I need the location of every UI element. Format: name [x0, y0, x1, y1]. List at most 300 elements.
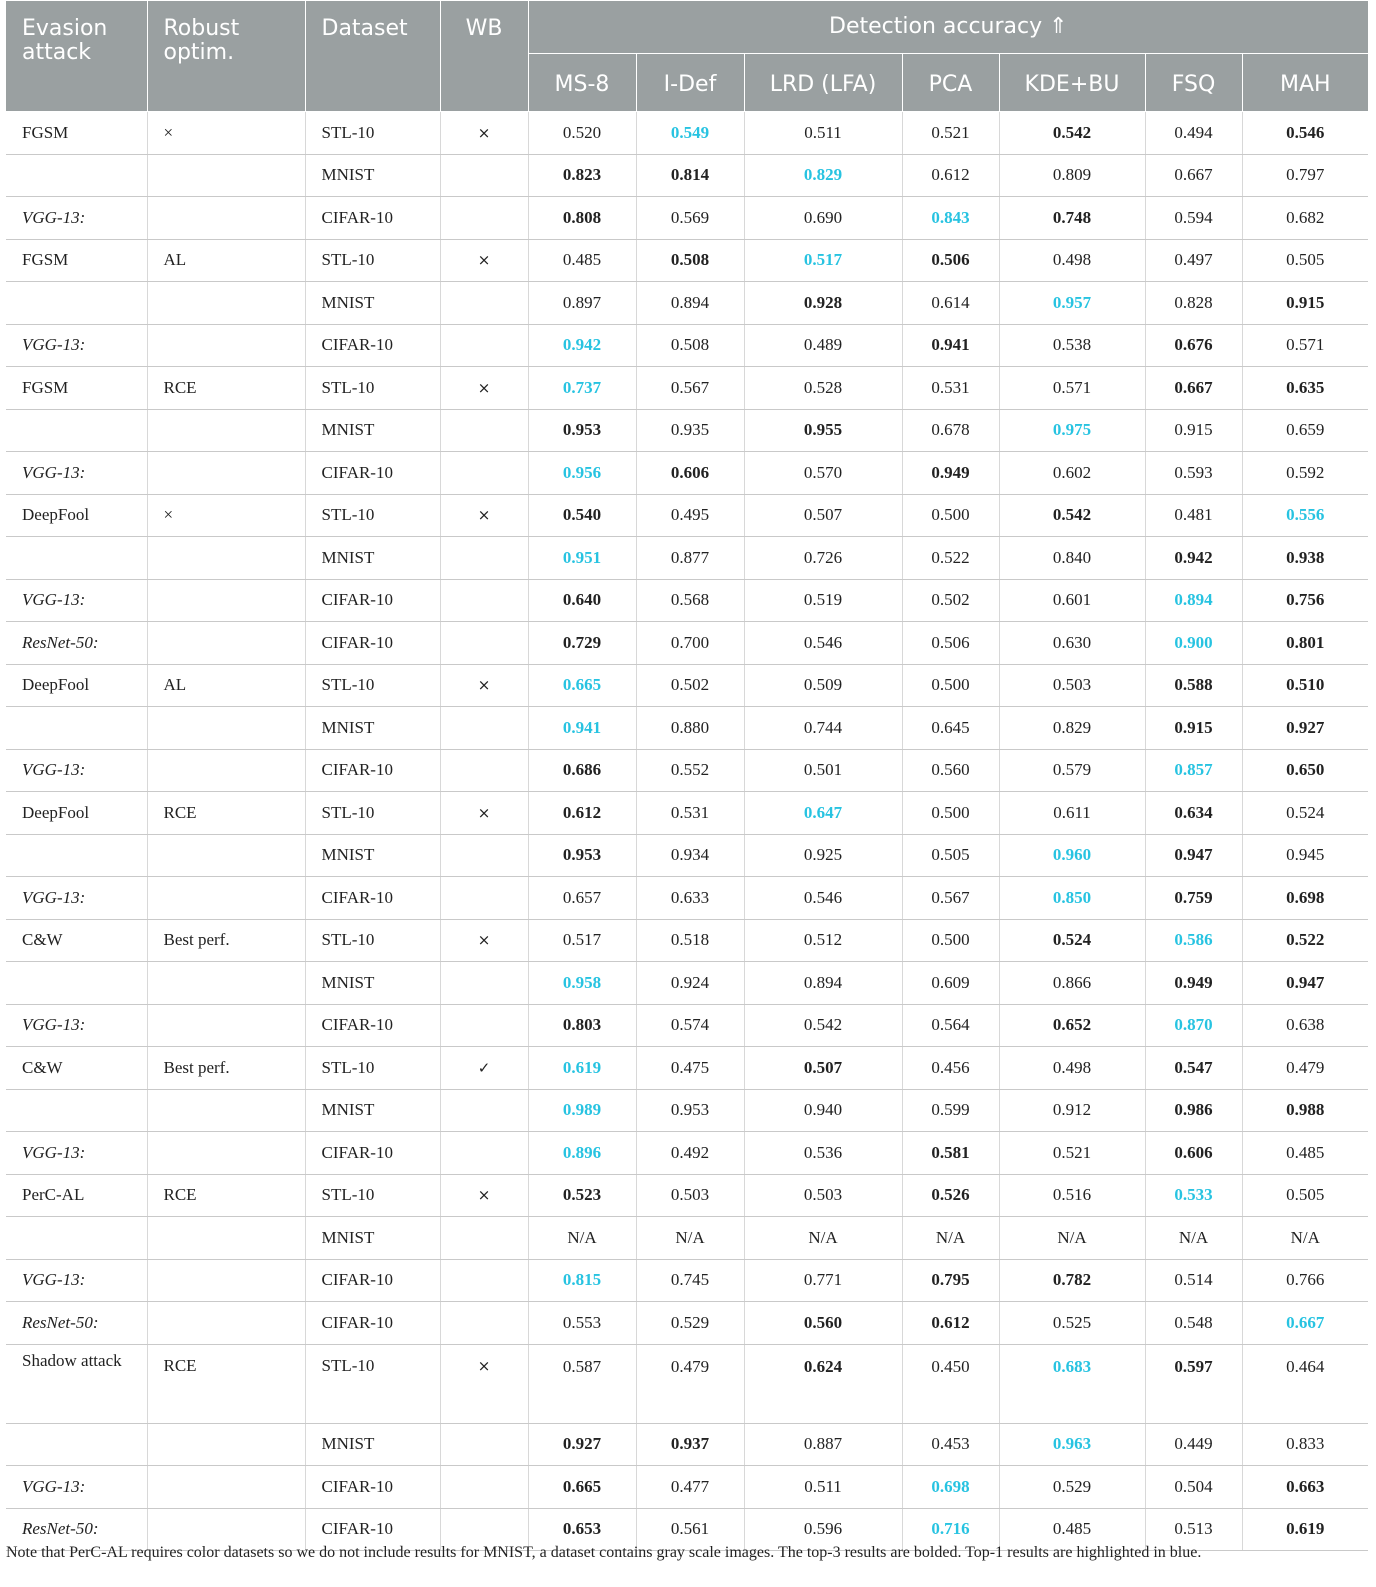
cell-pca: 0.941 — [902, 324, 999, 367]
cell-idef: 0.745 — [636, 1259, 744, 1302]
cell-wb — [440, 1089, 528, 1132]
cell-pca: N/A — [902, 1217, 999, 1260]
cell-lrd: 0.894 — [744, 962, 902, 1005]
cell-mah: 0.485 — [1242, 1132, 1368, 1175]
cell-dataset: STL-10 — [305, 1174, 440, 1217]
cell-fsq: 0.547 — [1145, 1047, 1242, 1090]
cell-ms8: 0.989 — [528, 1089, 636, 1132]
cell-wb: × — [440, 1344, 528, 1423]
cell-wb: ✓ — [440, 1047, 528, 1090]
cell-idef: 0.953 — [636, 1089, 744, 1132]
cell-mah: 0.479 — [1242, 1047, 1368, 1090]
cell-pca: 0.612 — [902, 1302, 999, 1345]
cell-kde-bu: 0.912 — [999, 1089, 1145, 1132]
cell-mah: 0.635 — [1242, 367, 1368, 410]
cell-robust-optim: RCE — [147, 1174, 305, 1217]
cell-ms8: 0.941 — [528, 707, 636, 750]
cell-wb: × — [440, 112, 528, 155]
cell-evasion-attack — [6, 409, 147, 452]
cell-dataset: STL-10 — [305, 664, 440, 707]
cell-wb — [440, 622, 528, 665]
cell-ms8: 0.823 — [528, 154, 636, 197]
header-evasion-attack: Evasion attack — [6, 1, 147, 112]
cell-lrd: 0.546 — [744, 877, 902, 920]
cell-ms8: 0.587 — [528, 1344, 636, 1423]
cell-lrd: 0.509 — [744, 664, 902, 707]
cell-evasion-attack: VGG-13: — [6, 324, 147, 367]
cell-pca: 0.564 — [902, 1004, 999, 1047]
cell-wb — [440, 749, 528, 792]
cell-ms8: 0.953 — [528, 834, 636, 877]
cell-dataset: STL-10 — [305, 367, 440, 410]
cell-robust-optim — [147, 1423, 305, 1466]
cell-mah: 0.801 — [1242, 622, 1368, 665]
cell-evasion-attack: VGG-13: — [6, 1004, 147, 1047]
cell-mah: 0.938 — [1242, 537, 1368, 580]
cell-idef: 0.934 — [636, 834, 744, 877]
cell-fsq: 0.667 — [1145, 154, 1242, 197]
header-method-pca: PCA — [902, 54, 999, 112]
cell-evasion-attack — [6, 962, 147, 1005]
cell-kde-bu: 0.521 — [999, 1132, 1145, 1175]
cell-mah: 0.766 — [1242, 1259, 1368, 1302]
cell-dataset: STL-10 — [305, 1047, 440, 1090]
cell-lrd: 0.501 — [744, 749, 902, 792]
cell-ms8: 0.953 — [528, 409, 636, 452]
cell-dataset: CIFAR-10 — [305, 1508, 440, 1551]
cell-dataset: CIFAR-10 — [305, 1004, 440, 1047]
cell-fsq: 0.949 — [1145, 962, 1242, 1005]
cell-ms8: 0.958 — [528, 962, 636, 1005]
cell-dataset: CIFAR-10 — [305, 452, 440, 495]
cell-kde-bu: N/A — [999, 1217, 1145, 1260]
cell-ms8: 0.927 — [528, 1423, 636, 1466]
cell-ms8: 0.653 — [528, 1508, 636, 1551]
cell-pca: 0.453 — [902, 1423, 999, 1466]
cell-fsq: 0.494 — [1145, 112, 1242, 155]
table-row — [6, 749, 1368, 792]
cell-evasion-attack: PerC-AL — [6, 1174, 147, 1217]
cell-ms8: 0.517 — [528, 919, 636, 962]
cell-robust-optim — [147, 1466, 305, 1509]
cell-lrd: 0.955 — [744, 409, 902, 452]
cell-robust-optim — [147, 197, 305, 240]
cell-wb — [440, 579, 528, 622]
cell-fsq: 0.915 — [1145, 707, 1242, 750]
cell-dataset: MNIST — [305, 154, 440, 197]
cell-mah: 0.756 — [1242, 579, 1368, 622]
cell-mah: 0.927 — [1242, 707, 1368, 750]
header-detection-accuracy: Detection accuracy ⇑ — [528, 1, 1368, 54]
cell-robust-optim — [147, 1004, 305, 1047]
cell-robust-optim: Best perf. — [147, 1047, 305, 1090]
cell-fsq: 0.828 — [1145, 282, 1242, 325]
cell-lrd: 0.546 — [744, 622, 902, 665]
cell-lrd: 0.771 — [744, 1259, 902, 1302]
cell-pca: 0.500 — [902, 919, 999, 962]
header-method-ms8: MS-8 — [528, 54, 636, 112]
table-row — [6, 1302, 1368, 1345]
cell-evasion-attack — [6, 1217, 147, 1260]
cell-mah: 0.947 — [1242, 962, 1368, 1005]
table-row — [6, 537, 1368, 580]
cell-ms8: 0.729 — [528, 622, 636, 665]
table-row — [6, 622, 1368, 665]
cell-idef: 0.935 — [636, 409, 744, 452]
table-row — [6, 877, 1368, 920]
cell-fsq: 0.594 — [1145, 197, 1242, 240]
cell-ms8: 0.737 — [528, 367, 636, 410]
cell-idef: 0.529 — [636, 1302, 744, 1345]
table-row — [6, 1344, 1368, 1423]
cell-wb — [440, 452, 528, 495]
cell-wb — [440, 877, 528, 920]
table-row — [6, 409, 1368, 452]
cell-fsq: 0.667 — [1145, 367, 1242, 410]
cell-wb — [440, 707, 528, 750]
cell-pca: 0.500 — [902, 792, 999, 835]
cell-kde-bu: 0.960 — [999, 834, 1145, 877]
cell-mah: 0.945 — [1242, 834, 1368, 877]
cell-kde-bu: 0.485 — [999, 1508, 1145, 1551]
table-footnote: Note that PerC-AL requires color datasets so we do not include results for MNIST, a dataset contains gray scale images. The top-3 results are bolded. Top-1 results are highlighted in blue. — [6, 1544, 1202, 1561]
cell-lrd: 0.624 — [744, 1344, 902, 1423]
header-method-fsq: FSQ — [1145, 54, 1242, 112]
table-row — [6, 324, 1368, 367]
cell-pca: 0.450 — [902, 1344, 999, 1423]
cell-robust-optim — [147, 282, 305, 325]
table-row — [6, 792, 1368, 835]
cell-ms8: 0.956 — [528, 452, 636, 495]
cell-kde-bu: 0.524 — [999, 919, 1145, 962]
cell-pca: 0.795 — [902, 1259, 999, 1302]
cell-evasion-attack: ResNet-50: — [6, 1302, 147, 1345]
cell-kde-bu: 0.516 — [999, 1174, 1145, 1217]
cell-ms8: 0.897 — [528, 282, 636, 325]
cell-lrd: N/A — [744, 1217, 902, 1260]
cell-mah: 0.659 — [1242, 409, 1368, 452]
cell-wb: × — [440, 792, 528, 835]
cell-mah: 0.698 — [1242, 877, 1368, 920]
cell-kde-bu: 0.498 — [999, 1047, 1145, 1090]
cell-evasion-attack: C&W — [6, 1047, 147, 1090]
cell-kde-bu: 0.840 — [999, 537, 1145, 580]
cell-kde-bu: 0.601 — [999, 579, 1145, 622]
cell-kde-bu: 0.866 — [999, 962, 1145, 1005]
cell-ms8: 0.686 — [528, 749, 636, 792]
cell-idef: 0.503 — [636, 1174, 744, 1217]
cell-ms8: 0.657 — [528, 877, 636, 920]
cell-ms8: 0.640 — [528, 579, 636, 622]
cell-wb — [440, 324, 528, 367]
cell-idef: 0.552 — [636, 749, 744, 792]
cell-wb — [440, 1132, 528, 1175]
cell-kde-bu: 0.538 — [999, 324, 1145, 367]
cell-mah: 0.619 — [1242, 1508, 1368, 1551]
cell-wb: × — [440, 239, 528, 282]
cell-dataset: CIFAR-10 — [305, 749, 440, 792]
cell-dataset: CIFAR-10 — [305, 877, 440, 920]
cell-lrd: 0.542 — [744, 1004, 902, 1047]
cell-kde-bu: 0.630 — [999, 622, 1145, 665]
table-row — [6, 1047, 1368, 1090]
cell-wb — [440, 1004, 528, 1047]
cell-pca: 0.502 — [902, 579, 999, 622]
cell-kde-bu: 0.529 — [999, 1466, 1145, 1509]
cell-kde-bu: 0.498 — [999, 239, 1145, 282]
table-row — [6, 282, 1368, 325]
cell-kde-bu: 0.542 — [999, 112, 1145, 155]
cell-wb: × — [440, 919, 528, 962]
cell-robust-optim — [147, 1089, 305, 1132]
cell-idef: 0.700 — [636, 622, 744, 665]
cell-idef: 0.502 — [636, 664, 744, 707]
cell-evasion-attack: ResNet-50: — [6, 622, 147, 665]
cell-kde-bu: 0.850 — [999, 877, 1145, 920]
cell-pca: 0.581 — [902, 1132, 999, 1175]
cell-pca: 0.599 — [902, 1089, 999, 1132]
table-row — [6, 707, 1368, 750]
table-row — [6, 367, 1368, 410]
cell-mah: 0.667 — [1242, 1302, 1368, 1345]
cell-pca: 0.609 — [902, 962, 999, 1005]
results-table-container — [6, 1, 1368, 1551]
cell-idef: 0.569 — [636, 197, 744, 240]
cell-evasion-attack: VGG-13: — [6, 197, 147, 240]
cell-lrd: 0.570 — [744, 452, 902, 495]
cell-evasion-attack: VGG-13: — [6, 749, 147, 792]
cell-ms8: 0.951 — [528, 537, 636, 580]
cell-mah: 0.505 — [1242, 1174, 1368, 1217]
cell-evasion-attack: FGSM — [6, 367, 147, 410]
cell-kde-bu: 0.748 — [999, 197, 1145, 240]
cell-mah: 0.988 — [1242, 1089, 1368, 1132]
cell-lrd: 0.511 — [744, 1466, 902, 1509]
cell-wb: × — [440, 494, 528, 537]
cell-ms8: 0.612 — [528, 792, 636, 835]
cell-pca: 0.456 — [902, 1047, 999, 1090]
cell-wb — [440, 1259, 528, 1302]
cell-lrd: 0.925 — [744, 834, 902, 877]
cell-evasion-attack: FGSM — [6, 239, 147, 282]
cell-lrd: 0.511 — [744, 112, 902, 155]
table-row — [6, 1259, 1368, 1302]
cell-idef: 0.531 — [636, 792, 744, 835]
cell-ms8: 0.540 — [528, 494, 636, 537]
cell-mah: 0.546 — [1242, 112, 1368, 155]
cell-mah: 0.592 — [1242, 452, 1368, 495]
cell-wb — [440, 154, 528, 197]
cell-dataset: CIFAR-10 — [305, 324, 440, 367]
cell-idef: 0.477 — [636, 1466, 744, 1509]
cell-ms8: 0.942 — [528, 324, 636, 367]
cell-dataset: MNIST — [305, 707, 440, 750]
cell-lrd: 0.536 — [744, 1132, 902, 1175]
cell-robust-optim: AL — [147, 664, 305, 707]
cell-dataset: STL-10 — [305, 792, 440, 835]
cell-fsq: 0.588 — [1145, 664, 1242, 707]
cell-idef: 0.561 — [636, 1508, 744, 1551]
cell-lrd: 0.829 — [744, 154, 902, 197]
table-row — [6, 112, 1368, 155]
cell-wb — [440, 962, 528, 1005]
cell-wb: × — [440, 367, 528, 410]
cell-kde-bu: 0.652 — [999, 1004, 1145, 1047]
cell-kde-bu: 0.809 — [999, 154, 1145, 197]
cell-ms8: 0.520 — [528, 112, 636, 155]
cell-lrd: 0.928 — [744, 282, 902, 325]
cell-lrd: 0.560 — [744, 1302, 902, 1345]
cell-pca: 0.949 — [902, 452, 999, 495]
cell-evasion-attack — [6, 154, 147, 197]
cell-ms8: 0.485 — [528, 239, 636, 282]
cell-pca: 0.526 — [902, 1174, 999, 1217]
detection-accuracy-table — [6, 1, 1368, 1551]
cell-fsq: 0.497 — [1145, 239, 1242, 282]
cell-robust-optim — [147, 409, 305, 452]
cell-dataset: MNIST — [305, 537, 440, 580]
cell-robust-optim — [147, 154, 305, 197]
cell-pca: 0.678 — [902, 409, 999, 452]
cell-lrd: 0.489 — [744, 324, 902, 367]
cell-pca: 0.500 — [902, 494, 999, 537]
cell-robust-optim: × — [147, 112, 305, 155]
cell-lrd: 0.528 — [744, 367, 902, 410]
cell-idef: 0.492 — [636, 1132, 744, 1175]
table-row — [6, 1466, 1368, 1509]
cell-robust-optim — [147, 749, 305, 792]
table-row — [6, 494, 1368, 537]
table-row — [6, 239, 1368, 282]
cell-idef: 0.606 — [636, 452, 744, 495]
cell-mah: N/A — [1242, 1217, 1368, 1260]
cell-kde-bu: 0.957 — [999, 282, 1145, 325]
cell-dataset: MNIST — [305, 409, 440, 452]
cell-pca: 0.614 — [902, 282, 999, 325]
cell-idef: 0.567 — [636, 367, 744, 410]
cell-robust-optim — [147, 1259, 305, 1302]
cell-ms8: 0.619 — [528, 1047, 636, 1090]
cell-lrd: 0.940 — [744, 1089, 902, 1132]
cell-robust-optim — [147, 622, 305, 665]
table-row — [6, 664, 1368, 707]
cell-pca: 0.506 — [902, 622, 999, 665]
cell-kde-bu: 0.611 — [999, 792, 1145, 835]
cell-mah: 0.556 — [1242, 494, 1368, 537]
cell-mah: 0.797 — [1242, 154, 1368, 197]
cell-idef: 0.814 — [636, 154, 744, 197]
cell-idef: 0.633 — [636, 877, 744, 920]
cell-kde-bu: 0.683 — [999, 1344, 1145, 1423]
cell-lrd: 0.744 — [744, 707, 902, 750]
table-row — [6, 1089, 1368, 1132]
cell-idef: 0.924 — [636, 962, 744, 1005]
cell-mah: 0.510 — [1242, 664, 1368, 707]
cell-idef: 0.894 — [636, 282, 744, 325]
cell-pca: 0.698 — [902, 1466, 999, 1509]
cell-kde-bu: 0.571 — [999, 367, 1145, 410]
cell-mah: 0.638 — [1242, 1004, 1368, 1047]
cell-pca: 0.521 — [902, 112, 999, 155]
cell-fsq: 0.900 — [1145, 622, 1242, 665]
cell-robust-optim: × — [147, 494, 305, 537]
cell-evasion-attack: VGG-13: — [6, 877, 147, 920]
cell-dataset: STL-10 — [305, 112, 440, 155]
cell-mah: 0.833 — [1242, 1423, 1368, 1466]
cell-fsq: 0.857 — [1145, 749, 1242, 792]
cell-wb: × — [440, 1174, 528, 1217]
table-row — [6, 154, 1368, 197]
cell-mah: 0.650 — [1242, 749, 1368, 792]
cell-idef: N/A — [636, 1217, 744, 1260]
cell-lrd: 0.519 — [744, 579, 902, 622]
cell-lrd: 0.512 — [744, 919, 902, 962]
cell-pca: 0.716 — [902, 1508, 999, 1551]
cell-idef: 0.508 — [636, 324, 744, 367]
cell-robust-optim — [147, 1217, 305, 1260]
cell-fsq: 0.514 — [1145, 1259, 1242, 1302]
cell-kde-bu: 0.602 — [999, 452, 1145, 495]
cell-robust-optim: RCE — [147, 367, 305, 410]
cell-fsq: 0.481 — [1145, 494, 1242, 537]
cell-wb: × — [440, 664, 528, 707]
table-row — [6, 1217, 1368, 1260]
cell-ms8: 0.665 — [528, 664, 636, 707]
table-header — [6, 1, 1368, 112]
table-body — [6, 112, 1368, 1551]
cell-dataset: STL-10 — [305, 919, 440, 962]
cell-evasion-attack: FGSM — [6, 112, 147, 155]
cell-mah: 0.524 — [1242, 792, 1368, 835]
cell-lrd: 0.887 — [744, 1423, 902, 1466]
cell-robust-optim — [147, 962, 305, 1005]
cell-pca: 0.505 — [902, 834, 999, 877]
cell-fsq: 0.513 — [1145, 1508, 1242, 1551]
cell-evasion-attack: VGG-13: — [6, 452, 147, 495]
cell-ms8: 0.523 — [528, 1174, 636, 1217]
cell-mah: 0.663 — [1242, 1466, 1368, 1509]
cell-dataset: CIFAR-10 — [305, 579, 440, 622]
header-method-kde-bu: KDE+BU — [999, 54, 1145, 112]
cell-idef: 0.937 — [636, 1423, 744, 1466]
cell-dataset: MNIST — [305, 834, 440, 877]
cell-robust-optim — [147, 877, 305, 920]
cell-idef: 0.549 — [636, 112, 744, 155]
cell-evasion-attack: ResNet-50: — [6, 1508, 147, 1551]
cell-wb — [440, 537, 528, 580]
cell-ms8: 0.808 — [528, 197, 636, 240]
table-row — [6, 1132, 1368, 1175]
cell-kde-bu: 0.975 — [999, 409, 1145, 452]
cell-dataset: MNIST — [305, 1423, 440, 1466]
table-row — [6, 452, 1368, 495]
cell-kde-bu: 0.579 — [999, 749, 1145, 792]
table-row — [6, 579, 1368, 622]
cell-lrd: 0.726 — [744, 537, 902, 580]
cell-fsq: 0.606 — [1145, 1132, 1242, 1175]
cell-robust-optim: RCE — [147, 792, 305, 835]
cell-wb — [440, 409, 528, 452]
cell-fsq: 0.676 — [1145, 324, 1242, 367]
cell-fsq: 0.593 — [1145, 452, 1242, 495]
cell-fsq: 0.586 — [1145, 919, 1242, 962]
cell-kde-bu: 0.829 — [999, 707, 1145, 750]
cell-mah: 0.505 — [1242, 239, 1368, 282]
cell-evasion-attack: VGG-13: — [6, 1132, 147, 1175]
cell-wb — [440, 1217, 528, 1260]
cell-idef: 0.495 — [636, 494, 744, 537]
cell-fsq: 0.870 — [1145, 1004, 1242, 1047]
